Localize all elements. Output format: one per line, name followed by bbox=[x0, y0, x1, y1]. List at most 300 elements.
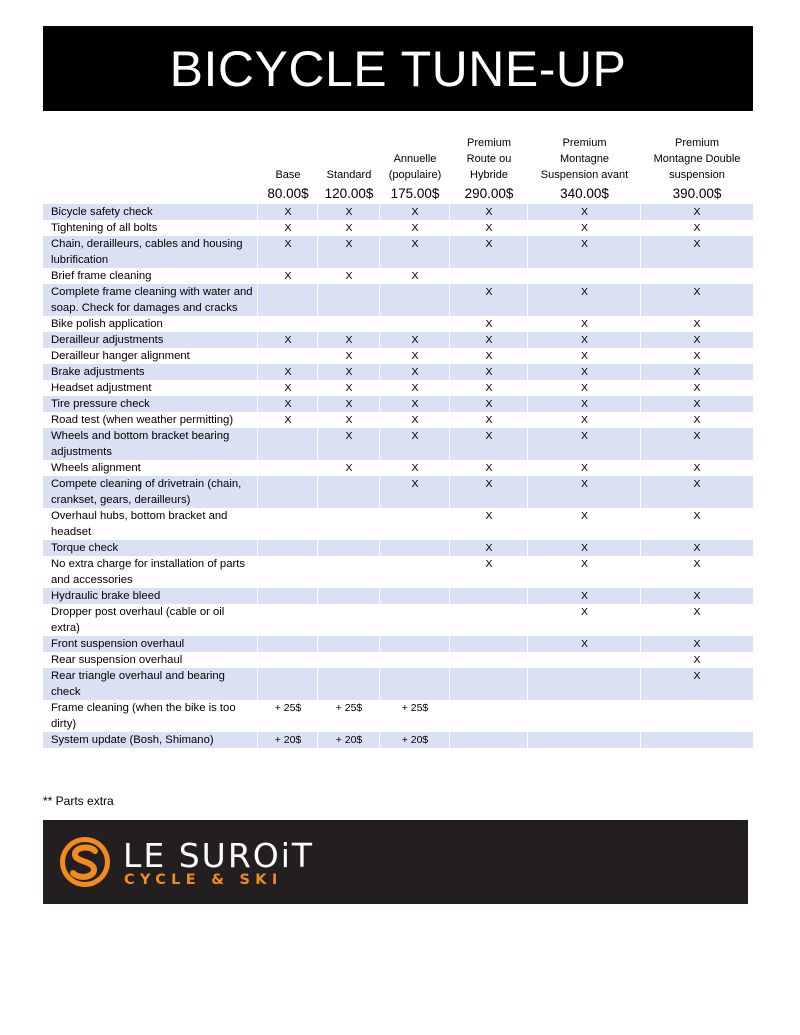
tier-cell: X bbox=[580, 430, 588, 442]
tier-cell bbox=[380, 316, 450, 332]
tier-cell: X bbox=[580, 334, 588, 346]
column-divider bbox=[640, 204, 641, 220]
tier-cell: X bbox=[485, 286, 493, 298]
column-divider bbox=[640, 556, 641, 588]
column-divider bbox=[379, 588, 380, 604]
tier-cell: X bbox=[284, 334, 292, 346]
column-divider bbox=[640, 476, 641, 508]
column-divider bbox=[527, 204, 528, 220]
column-divider bbox=[640, 540, 641, 556]
column-divider bbox=[317, 604, 318, 636]
tier-cell: X bbox=[580, 318, 588, 330]
column-divider bbox=[379, 316, 380, 332]
column-divider bbox=[527, 508, 528, 540]
column-divider bbox=[257, 348, 258, 364]
column-divider bbox=[527, 556, 528, 588]
tier-cell: X bbox=[580, 638, 588, 650]
column-divider bbox=[449, 700, 450, 732]
column-divider bbox=[379, 204, 380, 220]
service-label: System update (Bosh, Shimano) bbox=[51, 734, 214, 746]
column-divider bbox=[379, 412, 380, 428]
column-divider bbox=[640, 380, 641, 396]
tier-cell: X bbox=[693, 286, 701, 298]
tier-cell: X bbox=[485, 222, 493, 234]
tier-cell: X bbox=[485, 206, 493, 218]
tier-cell: X bbox=[411, 430, 419, 442]
column-divider bbox=[257, 380, 258, 396]
column-divider bbox=[317, 204, 318, 220]
table-row bbox=[43, 700, 753, 732]
tier-cell: X bbox=[485, 414, 493, 426]
table-row bbox=[43, 412, 753, 428]
brand-tagline: CYCLE & SKI bbox=[124, 872, 283, 888]
service-label: Bike polish application bbox=[51, 318, 163, 330]
column-divider bbox=[449, 396, 450, 412]
table-row bbox=[43, 556, 753, 588]
column-divider bbox=[640, 364, 641, 380]
tier-price: 340.00$ bbox=[560, 186, 609, 201]
column-divider bbox=[317, 268, 318, 284]
column-divider bbox=[379, 268, 380, 284]
column-divider bbox=[449, 364, 450, 380]
column-divider bbox=[527, 348, 528, 364]
column-divider bbox=[640, 396, 641, 412]
tier-cell bbox=[450, 668, 528, 684]
column-divider bbox=[527, 220, 528, 236]
tier-cell: X bbox=[693, 510, 701, 522]
column-divider bbox=[379, 364, 380, 380]
tier-cell: + 20$ bbox=[274, 734, 302, 746]
table-row bbox=[43, 732, 753, 748]
column-divider bbox=[527, 540, 528, 556]
column-divider bbox=[527, 604, 528, 636]
column-divider bbox=[379, 700, 380, 732]
tier-cell: X bbox=[345, 206, 353, 218]
tier-cell bbox=[380, 668, 450, 684]
tier-cell bbox=[258, 540, 318, 556]
column-divider bbox=[257, 428, 258, 460]
tier-name: Base bbox=[275, 169, 301, 181]
tier-cell bbox=[641, 732, 753, 748]
column-divider bbox=[527, 236, 528, 268]
tier-cell: X bbox=[693, 430, 701, 442]
tier-cell: X bbox=[485, 350, 493, 362]
table-row bbox=[43, 588, 753, 604]
tier-cell: X bbox=[345, 222, 353, 234]
tier-cell bbox=[450, 636, 528, 652]
tier-cell: X bbox=[345, 414, 353, 426]
service-label: Chain, derailleurs, cables and housing lubrification bbox=[51, 238, 243, 266]
column-divider bbox=[257, 732, 258, 748]
column-divider bbox=[257, 412, 258, 428]
service-label: Overhaul hubs, bottom bracket and headset bbox=[51, 510, 228, 538]
tier-cell: X bbox=[485, 318, 493, 330]
tier-cell: X bbox=[284, 382, 292, 394]
tier-name: Premium Route ou Hybride bbox=[466, 137, 512, 181]
column-divider bbox=[527, 636, 528, 652]
tier-header-3 bbox=[450, 128, 528, 204]
column-divider bbox=[379, 508, 380, 540]
table-row bbox=[43, 364, 753, 380]
tier-cell: X bbox=[411, 478, 419, 490]
service-label: Derailleur hanger alignment bbox=[51, 350, 190, 362]
column-divider bbox=[640, 668, 641, 700]
tier-cell bbox=[258, 588, 318, 604]
tier-cell: X bbox=[693, 478, 701, 490]
tier-cell: X bbox=[284, 414, 292, 426]
tier-cell: X bbox=[693, 318, 701, 330]
column-divider bbox=[317, 428, 318, 460]
tier-header-5 bbox=[641, 128, 753, 204]
tier-cell bbox=[258, 460, 318, 476]
service-label: Bicycle safety check bbox=[51, 206, 153, 218]
tier-cell: X bbox=[580, 590, 588, 602]
column-divider bbox=[379, 732, 380, 748]
column-divider bbox=[257, 220, 258, 236]
column-divider bbox=[317, 556, 318, 588]
column-divider bbox=[527, 332, 528, 348]
tier-cell: X bbox=[580, 606, 588, 618]
table-row bbox=[43, 396, 753, 412]
tier-cell: X bbox=[693, 670, 701, 682]
column-divider bbox=[640, 284, 641, 316]
tier-cell bbox=[258, 316, 318, 332]
column-divider bbox=[449, 732, 450, 748]
tier-cell: X bbox=[485, 478, 493, 490]
column-divider bbox=[640, 508, 641, 540]
column-divider bbox=[317, 668, 318, 700]
column-divider bbox=[640, 428, 641, 460]
tier-cell bbox=[318, 604, 380, 620]
table-row bbox=[43, 540, 753, 556]
service-label: No extra charge for installation of parts and accessories bbox=[51, 558, 246, 586]
tier-cell: X bbox=[345, 462, 353, 474]
tier-price: 390.00$ bbox=[672, 186, 722, 201]
column-divider bbox=[257, 636, 258, 652]
column-divider bbox=[379, 428, 380, 460]
tier-cell bbox=[258, 636, 318, 652]
tier-cell: X bbox=[411, 462, 419, 474]
table-row bbox=[43, 636, 753, 652]
column-divider bbox=[449, 540, 450, 556]
tier-cell: X bbox=[693, 206, 701, 218]
column-divider bbox=[449, 348, 450, 364]
tier-header-2 bbox=[380, 128, 450, 204]
table-row bbox=[43, 236, 753, 268]
column-divider bbox=[379, 540, 380, 556]
column-divider bbox=[449, 668, 450, 700]
column-divider bbox=[257, 460, 258, 476]
column-divider bbox=[257, 332, 258, 348]
footnote: ** Parts extra bbox=[43, 794, 114, 808]
column-divider bbox=[527, 412, 528, 428]
column-divider bbox=[317, 476, 318, 508]
column-divider bbox=[257, 652, 258, 668]
service-label: Brake adjustments bbox=[51, 366, 145, 378]
table-row bbox=[43, 428, 753, 460]
column-divider bbox=[640, 460, 641, 476]
column-divider bbox=[640, 652, 641, 668]
tier-cell bbox=[528, 668, 641, 684]
tier-cell bbox=[318, 652, 380, 668]
tier-cell bbox=[380, 604, 450, 620]
tier-cell: + 25$ bbox=[335, 702, 363, 714]
tier-cell: X bbox=[693, 222, 701, 234]
column-divider bbox=[527, 364, 528, 380]
tier-cell bbox=[528, 652, 641, 668]
table-row bbox=[43, 220, 753, 236]
tier-cell bbox=[450, 652, 528, 668]
column-divider bbox=[379, 460, 380, 476]
table-row bbox=[43, 604, 753, 636]
brand-name: LE SUROiT bbox=[123, 836, 315, 875]
tier-cell bbox=[380, 652, 450, 668]
column-divider bbox=[527, 428, 528, 460]
tier-cell: X bbox=[580, 238, 588, 250]
tier-cell bbox=[450, 700, 528, 716]
table-row bbox=[43, 284, 753, 316]
tier-header-1 bbox=[318, 128, 380, 204]
column-divider bbox=[640, 220, 641, 236]
tier-name: Standard bbox=[326, 169, 372, 181]
tier-cell bbox=[450, 268, 528, 284]
column-divider bbox=[640, 588, 641, 604]
table-row bbox=[43, 460, 753, 476]
tier-cell: X bbox=[411, 398, 419, 410]
tier-cell bbox=[450, 604, 528, 620]
tier-cell: X bbox=[284, 222, 292, 234]
column-divider bbox=[379, 332, 380, 348]
tier-cell: X bbox=[485, 238, 493, 250]
tier-cell: X bbox=[485, 334, 493, 346]
column-divider bbox=[449, 556, 450, 588]
column-divider bbox=[317, 348, 318, 364]
column-divider bbox=[257, 556, 258, 588]
tier-cell: X bbox=[693, 558, 701, 570]
tier-cell: X bbox=[345, 398, 353, 410]
column-divider bbox=[449, 220, 450, 236]
column-divider bbox=[257, 396, 258, 412]
services-table bbox=[43, 204, 753, 748]
column-divider bbox=[449, 412, 450, 428]
column-divider bbox=[640, 332, 641, 348]
tier-cell bbox=[380, 284, 450, 300]
tier-cell: X bbox=[580, 350, 588, 362]
tier-cell bbox=[258, 668, 318, 684]
column-divider bbox=[257, 668, 258, 700]
tier-cell bbox=[258, 556, 318, 572]
tier-cell: X bbox=[284, 398, 292, 410]
tier-cell: X bbox=[693, 366, 701, 378]
page-title: BICYCLE TUNE-UP bbox=[169, 40, 627, 97]
tier-cell: X bbox=[411, 206, 419, 218]
column-divider bbox=[449, 268, 450, 284]
column-divider bbox=[317, 396, 318, 412]
tier-cell: X bbox=[693, 334, 701, 346]
tier-cell bbox=[528, 732, 641, 748]
column-divider bbox=[257, 236, 258, 268]
tier-cell bbox=[641, 700, 753, 716]
column-divider bbox=[527, 732, 528, 748]
tier-cell: X bbox=[580, 510, 588, 522]
tier-cell: X bbox=[284, 270, 292, 282]
service-label: Rear triangle overhaul and bearing check bbox=[51, 670, 225, 698]
tier-cell: X bbox=[284, 366, 292, 378]
tier-cell bbox=[450, 588, 528, 604]
table-row bbox=[43, 204, 753, 220]
tier-cell: X bbox=[693, 462, 701, 474]
tier-cell bbox=[258, 428, 318, 444]
title-banner bbox=[43, 26, 753, 111]
column-divider bbox=[527, 380, 528, 396]
service-label: Tightening of all bolts bbox=[51, 222, 158, 234]
column-divider bbox=[379, 652, 380, 668]
column-divider bbox=[640, 236, 641, 268]
column-divider bbox=[527, 668, 528, 700]
column-divider bbox=[317, 284, 318, 316]
tier-cell: X bbox=[580, 478, 588, 490]
tier-cell: X bbox=[580, 414, 588, 426]
table-row bbox=[43, 668, 753, 700]
tier-header-4 bbox=[528, 128, 641, 204]
column-divider bbox=[379, 380, 380, 396]
tier-cell bbox=[450, 732, 528, 748]
table-row bbox=[43, 268, 753, 284]
column-divider bbox=[640, 316, 641, 332]
column-divider bbox=[449, 428, 450, 460]
column-divider bbox=[527, 316, 528, 332]
column-divider bbox=[527, 700, 528, 732]
service-label: Front suspension overhaul bbox=[51, 638, 185, 650]
column-divider bbox=[379, 476, 380, 508]
tier-cell bbox=[528, 268, 641, 284]
tier-cell bbox=[318, 668, 380, 684]
tier-cell bbox=[641, 268, 753, 284]
tier-cell bbox=[380, 588, 450, 604]
column-divider bbox=[257, 284, 258, 316]
column-divider bbox=[449, 476, 450, 508]
column-divider bbox=[317, 316, 318, 332]
tier-cell: X bbox=[345, 350, 353, 362]
column-divider bbox=[317, 364, 318, 380]
column-divider bbox=[257, 700, 258, 732]
tier-cell bbox=[318, 556, 380, 572]
column-divider bbox=[379, 668, 380, 700]
tier-cell: X bbox=[284, 238, 292, 250]
column-divider bbox=[379, 284, 380, 316]
tier-cell: X bbox=[693, 542, 701, 554]
tier-cell: X bbox=[411, 238, 419, 250]
service-label: Torque check bbox=[51, 542, 119, 554]
brand-footer bbox=[43, 820, 748, 904]
column-divider bbox=[317, 732, 318, 748]
column-divider bbox=[449, 604, 450, 636]
column-divider bbox=[449, 284, 450, 316]
column-divider bbox=[257, 364, 258, 380]
column-divider bbox=[257, 268, 258, 284]
service-label: Derailleur adjustments bbox=[51, 334, 164, 346]
tier-cell: + 25$ bbox=[401, 702, 429, 714]
tier-cell bbox=[258, 508, 318, 524]
column-divider bbox=[317, 636, 318, 652]
column-divider bbox=[527, 284, 528, 316]
column-divider bbox=[317, 380, 318, 396]
table-row bbox=[43, 316, 753, 332]
column-divider bbox=[449, 508, 450, 540]
table-row bbox=[43, 476, 753, 508]
tier-cell bbox=[258, 348, 318, 364]
tier-cell: X bbox=[485, 382, 493, 394]
tier-cell bbox=[318, 508, 380, 524]
tier-cell: X bbox=[580, 206, 588, 218]
column-divider bbox=[449, 588, 450, 604]
tier-name: Premium Montagne Suspension avant bbox=[540, 137, 629, 181]
column-divider bbox=[527, 268, 528, 284]
tier-cell bbox=[380, 556, 450, 572]
service-label: Compete cleaning of drivetrain (chain, crankset, gears, derailleurs) bbox=[51, 478, 242, 506]
tier-cell bbox=[318, 316, 380, 332]
tier-cell: X bbox=[411, 334, 419, 346]
column-divider bbox=[379, 348, 380, 364]
tier-cell: X bbox=[693, 590, 701, 602]
column-divider bbox=[317, 588, 318, 604]
table-row bbox=[43, 332, 753, 348]
tier-cell: X bbox=[284, 206, 292, 218]
tier-cell: X bbox=[411, 222, 419, 234]
tier-cell: X bbox=[580, 542, 588, 554]
column-divider bbox=[527, 652, 528, 668]
tier-cell: X bbox=[693, 382, 701, 394]
column-divider bbox=[379, 220, 380, 236]
column-divider bbox=[257, 476, 258, 508]
tier-cell: X bbox=[411, 350, 419, 362]
service-label: Frame cleaning (when the bike is too dirty) bbox=[51, 702, 236, 730]
tier-cell: X bbox=[411, 382, 419, 394]
column-divider bbox=[379, 556, 380, 588]
tier-cell bbox=[318, 476, 380, 492]
tier-cell: X bbox=[485, 430, 493, 442]
tier-name: Premium Montagne Double suspension bbox=[653, 137, 741, 181]
tier-cell: + 25$ bbox=[274, 702, 302, 714]
column-divider bbox=[317, 412, 318, 428]
tier-cell bbox=[258, 652, 318, 668]
tier-cell: X bbox=[345, 334, 353, 346]
column-divider bbox=[640, 268, 641, 284]
tier-cell: + 20$ bbox=[335, 734, 363, 746]
service-label: Complete frame cleaning with water and soap. Check for damages and cracks bbox=[51, 286, 253, 314]
column-divider bbox=[317, 460, 318, 476]
service-label: Brief frame cleaning bbox=[51, 270, 152, 282]
column-divider bbox=[527, 460, 528, 476]
table-row bbox=[43, 652, 753, 668]
service-label: Wheels and bottom bracket bearing adjustments bbox=[51, 430, 230, 458]
tier-cell: X bbox=[411, 270, 419, 282]
column-divider bbox=[379, 396, 380, 412]
service-label: Wheels alignment bbox=[51, 462, 141, 474]
column-divider bbox=[449, 652, 450, 668]
tier-cell bbox=[258, 284, 318, 300]
column-divider bbox=[640, 412, 641, 428]
column-divider bbox=[449, 236, 450, 268]
column-divider bbox=[640, 636, 641, 652]
tier-cell: X bbox=[693, 606, 701, 618]
column-divider bbox=[527, 588, 528, 604]
tier-cell: X bbox=[485, 542, 493, 554]
tier-cell: + 20$ bbox=[401, 734, 429, 746]
tier-cell bbox=[528, 700, 641, 716]
tier-cell: X bbox=[485, 558, 493, 570]
table-row bbox=[43, 380, 753, 396]
